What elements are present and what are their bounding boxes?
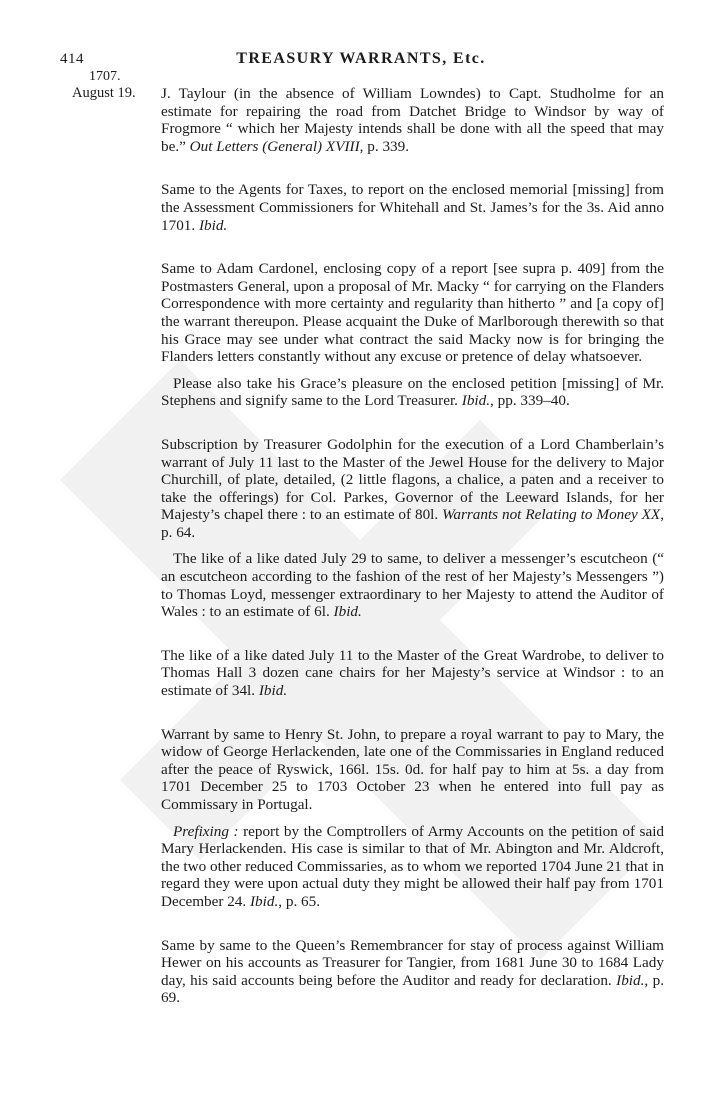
paragraph-text: J. Taylour (in the absence of William Lowndes) to Capt. Studholme for an estimate for repairing the road from Datchet Bridge to Windsor by way of Frogmore “ which her Majesty intends shall be done with all the speed that may be.” <box>161 85 664 155</box>
entry <box>161 726 664 911</box>
running-title: TREASURY WARRANTS, Etc. <box>236 50 486 67</box>
paragraph-lead: Prefixing : <box>173 822 239 840</box>
reference-page: , p. 65. <box>278 892 321 910</box>
source-reference: Warrants not Relating to Money XX <box>442 506 661 524</box>
entry <box>161 647 664 700</box>
entry-paragraph <box>161 550 664 620</box>
entry-paragraph <box>161 85 664 155</box>
source-reference: Ibid. <box>461 392 491 410</box>
paragraph-text: Please also take his Grace’s pleasure on the enclosed petition [missing] of Mr. Stephens and signify same to the Lord Treasurer. <box>161 374 664 410</box>
reference-page: , p. 64. <box>161 506 664 541</box>
source-reference: Ibid. <box>198 216 228 234</box>
source-reference: Out Letters (General) XVIII <box>189 137 360 155</box>
document-body <box>161 85 664 1033</box>
margin-year: 1707. <box>89 69 121 84</box>
paragraph-text: Subscription by Treasurer Godolphin for the execution of a Lord Chamberlain’s warrant of July 11 last to the Master of the Jewel House for the delivery to Major Churchill, of plate, detailed, (2 little flagons, a chalice, a paten and a receiver to take the offerings) for Col. Parkes, Governor of the Leeward Islands, for her Majesty’s chapel there : to an estimate of 80l. <box>161 435 664 524</box>
entry-paragraph <box>161 181 664 234</box>
entry <box>161 937 664 1007</box>
paragraph-text: Same to Adam Cardonel, enclosing copy of a report [see supra p. 409] from the Postmasters General, upon a proposal of Mr. Macky “ for carrying on the Flanders Correspondence with more certainty and regularity than hitherto ” and [a copy of] the warrant thereupon. Please acquaint the Duke of Marlborough therewith so that his Grace may see under what contract the said Macky now is for bringing the Flanders letters constantly without any excuse or pretence of delay whatsoever. <box>161 260 664 366</box>
source-reference: Ibid. <box>258 682 288 700</box>
source-reference: Ibid. <box>616 971 645 989</box>
entry-paragraph <box>161 260 664 366</box>
paragraph-text: Same by same to the Queen’s Remembrancer for stay of process against William Hewer on his accounts as Treasurer for Tangier, from 1681 June 30 to 1684 Lady day, his said accounts being before the Auditor and ready for declaration. <box>161 936 664 989</box>
reference-page: , pp. 339–40. <box>490 392 570 410</box>
margin-date: August 19. <box>72 85 136 101</box>
entry-paragraph <box>161 937 664 1007</box>
source-reference: Ibid. <box>333 603 362 621</box>
paragraph-text: The like of a like dated July 11 to the Master of the Great Wardrobe, to deliver to Thomas Hall 3 dozen cane chairs for her Majesty’s service at Windsor : to an estimate of 34l. <box>161 646 664 700</box>
entry <box>161 85 664 155</box>
entry-paragraph <box>161 647 664 700</box>
paragraph-text: Warrant by same to Henry St. John, to prepare a royal warrant to pay to Mary, the widow of George Herlackenden, late one of the Commissaries in England reduced after the peace of Ryswick, 166l. 15s. 0d. for half pay to him at 5s. a day from 1701 December 25 to 1703 October 23 when he entered into full pay as Commissary in Portugal. <box>161 725 664 813</box>
entry <box>161 181 664 234</box>
entry-paragraph <box>161 436 664 542</box>
paragraph-text: report by the Comptrollers of Army Accounts on the petition of said Mary Herlackenden. His case is similar to that of Mr. Abington and Mr. Aldcroft, the two other reduced Commissaries, as to whom we reported 1704 June 21 that in regard they were upon actual duty they might be allowed their half pay from 1701 December 24. <box>161 822 665 910</box>
entry <box>161 436 664 621</box>
entry-paragraph <box>161 823 664 911</box>
reference-page: , p. 339. <box>359 137 410 155</box>
paragraph-text: Same to the Agents for Taxes, to report on the enclosed memorial [missing] from the Assessment Commissioners for Whitehall and St. James’s for the 3s. Aid anno 1701. <box>161 181 664 234</box>
reference-page: , p. 69. <box>161 971 665 1007</box>
paragraph-text: The like of a like dated July 29 to same, to deliver a messenger’s escutcheon (“ an escutcheon according to the fashion of the rest of her Majesty’s Messengers ”) to Thomas Loyd, messenger extraordinary to her Majesty to attend the Auditor of Wales : to an estimate of 6l. <box>161 550 664 621</box>
entry-paragraph <box>161 375 664 410</box>
entry-paragraph <box>161 726 664 814</box>
entry <box>161 260 664 410</box>
page-number: 414 <box>60 51 84 67</box>
source-reference: Ibid. <box>249 892 279 910</box>
